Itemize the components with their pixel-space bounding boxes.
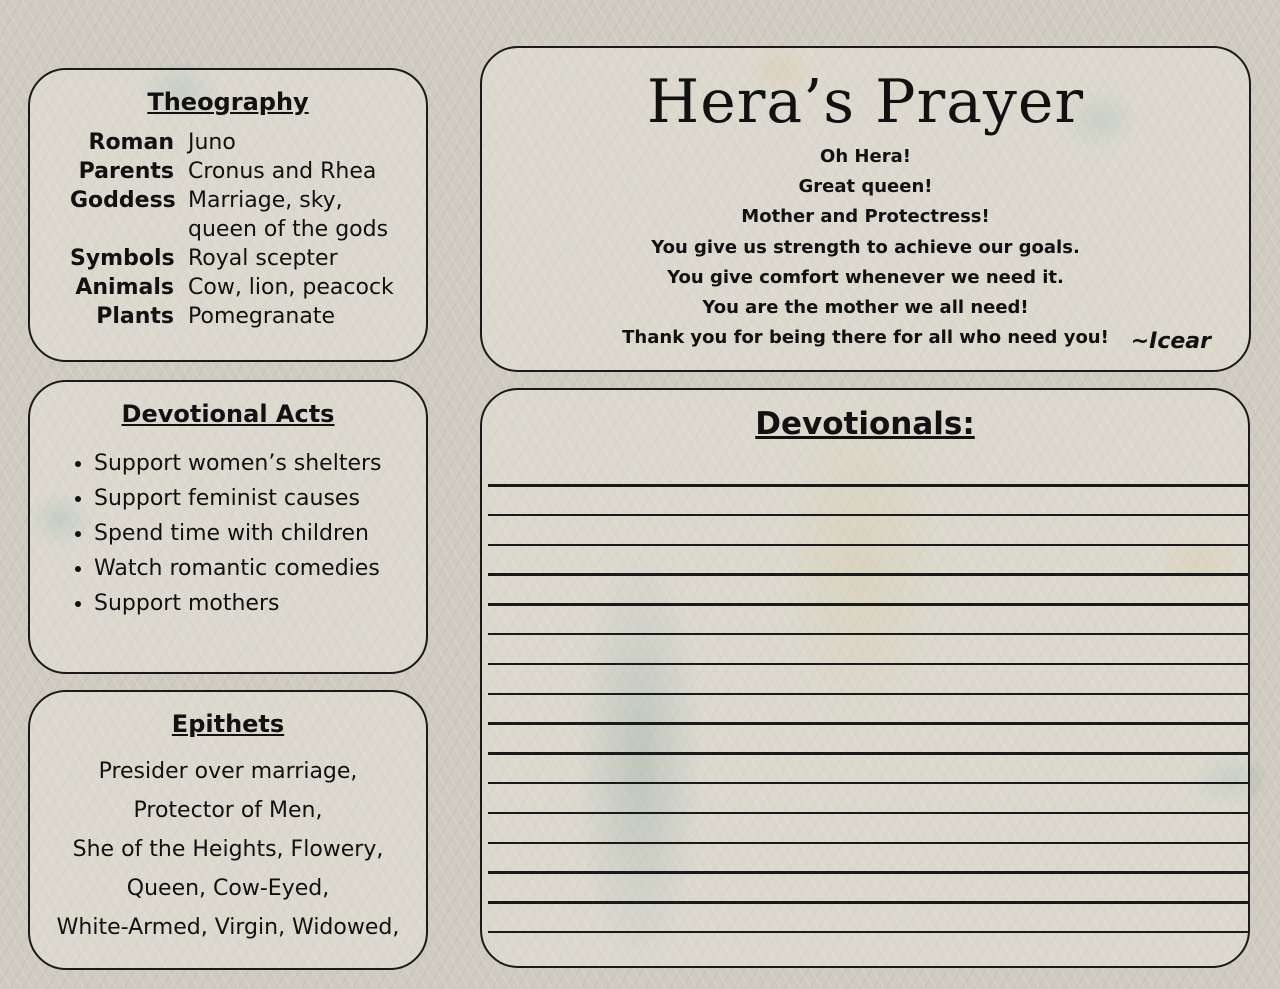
theography-table [70, 128, 408, 331]
epithets-card [28, 690, 428, 970]
devotional-acts-list [72, 446, 382, 621]
theography-row [70, 215, 408, 244]
prayer-line: You are the mother we all need! [702, 297, 1029, 319]
theography-value: queen of the gods [188, 217, 389, 242]
devotional-acts-title: Devotional Acts [121, 400, 335, 428]
prayer-title: Hera’s Prayer [646, 67, 1085, 137]
writing-line [488, 573, 1248, 576]
writing-line [488, 514, 1248, 517]
epithet-line: Presider over marriage, [98, 759, 358, 784]
theography-row [70, 273, 408, 302]
writing-line [488, 871, 1248, 874]
theography-value: Cow, lion, peacock [188, 275, 394, 300]
writing-line [488, 901, 1248, 904]
prayer-card [480, 46, 1251, 372]
prayer-line: Great queen! [798, 176, 933, 198]
epithets-text [30, 752, 426, 947]
devotionals-card [480, 388, 1250, 968]
prayer-line: Mother and Protectress! [741, 206, 990, 228]
writing-line [488, 842, 1248, 845]
theography-key: Roman [88, 130, 174, 155]
writing-line [488, 484, 1248, 487]
theography-value: Pomegranate [188, 304, 335, 329]
writing-line [488, 544, 1248, 547]
theography-key: Plants [96, 304, 174, 329]
list-item: • Watch romantic comedies [94, 551, 382, 586]
writing-line [488, 782, 1248, 785]
writing-line [488, 603, 1248, 606]
prayer-text [482, 142, 1249, 353]
list-item: • Support women’s shelters [94, 446, 382, 481]
epithet-line: Protector of Men, [133, 798, 323, 823]
prayer-line: Thank you for being there for all who need you! [622, 327, 1109, 349]
writing-line [488, 633, 1248, 636]
theography-value: Royal scepter [188, 246, 338, 271]
devotionals-title: Devotionals: [755, 406, 975, 442]
prayer-signature: ~Icear [1130, 329, 1211, 354]
theography-row [70, 244, 408, 273]
epithets-title: Epithets [171, 710, 285, 738]
list-item: • Support feminist causes [94, 481, 382, 516]
epithet-line: Queen, Cow-Eyed, [126, 876, 330, 901]
devotional-acts-card [28, 380, 428, 674]
theography-row [70, 302, 408, 331]
prayer-line: Oh Hera! [820, 146, 911, 167]
theography-key: Symbols [70, 246, 175, 271]
theography-key: Goddess [70, 188, 176, 213]
list-item: • Support mothers [94, 586, 382, 621]
theography-card [28, 68, 428, 362]
theography-value: Marriage, sky, [188, 188, 343, 213]
theography-value: Juno [188, 130, 236, 155]
writing-line [488, 752, 1248, 755]
writing-line [488, 931, 1248, 934]
writing-line [488, 663, 1248, 666]
prayer-line: You give comfort whenever we need it. [667, 266, 1064, 288]
theography-row [70, 157, 408, 186]
theography-row [70, 186, 408, 215]
theography-title: Theography [147, 88, 309, 116]
theography-key: Parents [78, 159, 174, 184]
theography-value: Cronus and Rhea [188, 159, 377, 184]
epithet-line: White-Armed, Virgin, Widowed, [56, 915, 400, 940]
prayer-line: You give us strength to achieve our goals. [651, 236, 1080, 258]
writing-line [488, 722, 1248, 725]
theography-key [70, 215, 188, 244]
epithet-line: She of the Heights, Flowery, [72, 837, 384, 862]
writing-lines [488, 484, 1248, 961]
writing-line [488, 812, 1248, 815]
theography-key: Animals [75, 275, 174, 300]
list-item: • Spend time with children [94, 516, 382, 551]
writing-line [488, 693, 1248, 696]
theography-row [70, 128, 408, 157]
